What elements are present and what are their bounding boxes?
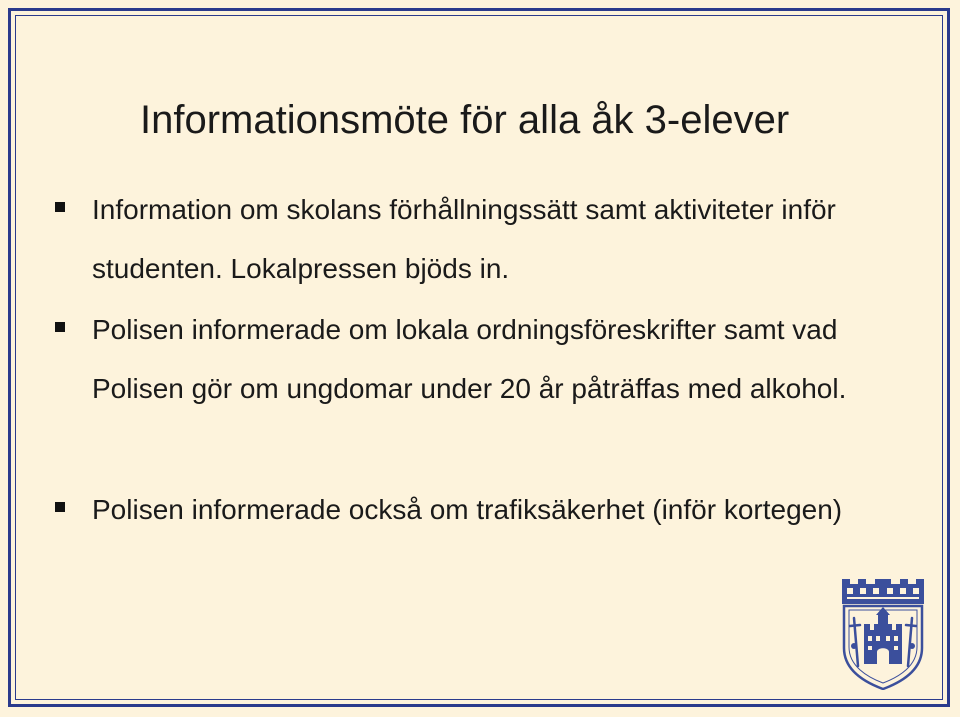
bullet-item [55, 180, 885, 298]
bullet-text: Information om skolans förhållningssätt samt aktiviteter inför studenten. Lokalpressen bjöds in. [92, 194, 836, 284]
slide-title: Informationsmöte för alla åk 3-elever [140, 98, 790, 142]
square-bullet-icon [55, 502, 65, 512]
bullet-text: Polisen informerade om lokala ordningsföreskrifter samt vad Polisen gör om ungdomar under 20 år påträffas med alkohol. [92, 314, 847, 404]
coat-of-arms-logo [838, 578, 928, 690]
bullet-text: Polisen informerade också om trafiksäkerhet (inför kortegen) [92, 494, 843, 525]
square-bullet-icon [55, 202, 65, 212]
bullet-item [55, 300, 885, 418]
square-bullet-icon [55, 322, 65, 332]
crown-icon [842, 579, 924, 604]
bullet-item [55, 480, 885, 539]
